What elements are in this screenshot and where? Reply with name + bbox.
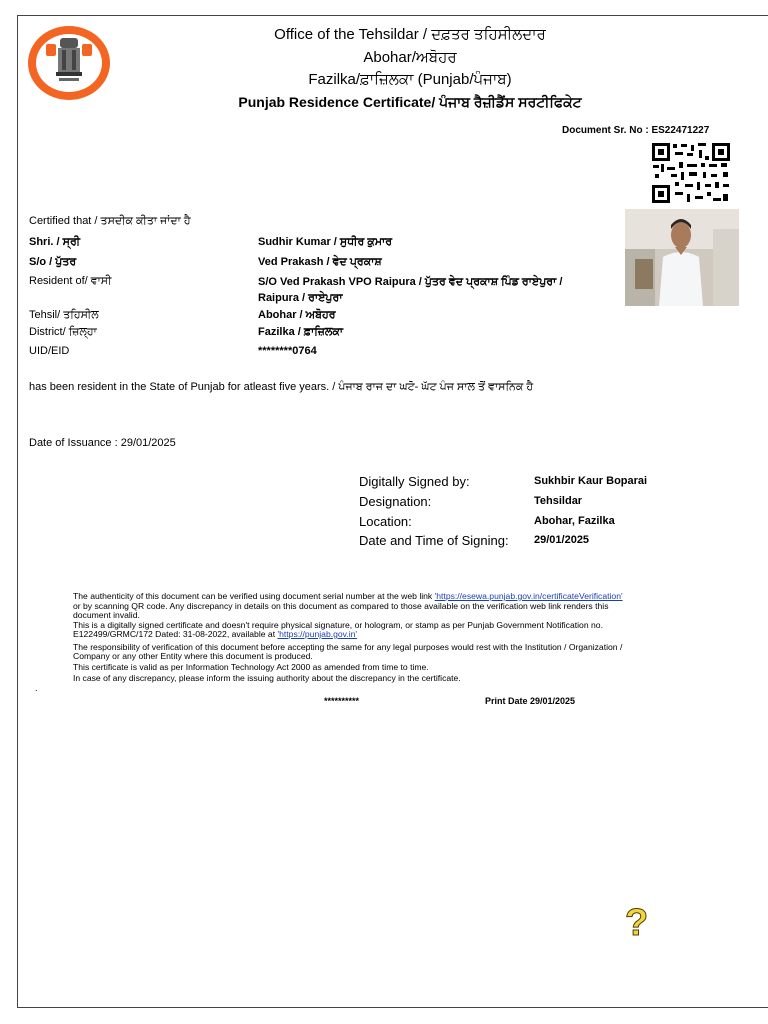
- location-label: Location:: [359, 514, 412, 529]
- office-place: Abohar/ਅਬੋਹਰ: [363, 49, 457, 66]
- note-line-7: Company or any other Entity where this document is produced.: [73, 651, 313, 661]
- signed-by-label: Digitally Signed by:: [359, 474, 470, 489]
- note-line-4: This is a digitally signed certificate and doesn't require physical signature, or hologram, or stamp as per Punjab Government Notification no.: [73, 620, 603, 630]
- shri-label: Shri. / ਸ੍ਰੀ: [29, 236, 81, 248]
- footer-stars: **********: [324, 696, 360, 706]
- son-of-value: Ved Prakash / ਵੇਦ ਪ੍ਰਕਾਸ਼: [258, 256, 382, 268]
- document-serial-number: Document Sr. No : ES22471227: [562, 125, 710, 136]
- shri-value: Sudhir Kumar / ਸੁਧੀਰ ਕੁਮਾਰ: [258, 236, 393, 248]
- signing-datetime-value: 29/01/2025: [534, 534, 590, 546]
- uid-value: ********0764: [258, 345, 317, 357]
- designation-label: Designation:: [359, 494, 432, 509]
- office-title: Office of the Tehsildar / ਦਫ਼ਤਰ ਤਹਿਸੀਲਦਾਰ: [274, 26, 546, 43]
- verification-link[interactable]: 'https://esewa.punjab.gov.in/certificateVerification': [434, 591, 623, 601]
- note-line-3: document invalid.: [73, 610, 140, 620]
- note-line-1: The authenticity of this document can be verified using document serial number at the web link 'https://esewa.punjab.gov.in/certificateVerification': [73, 591, 623, 601]
- district-value: Fazilka / ਫ਼ਾਜ਼ਿਲਕਾ: [258, 326, 344, 338]
- tehsil-value: Abohar / ਅਬੋਹਰ: [258, 309, 336, 321]
- designation-value: Tehsildar: [534, 495, 583, 507]
- note-line-8: This certificate is valid as per Information Technology Act 2000 as amended from time to time.: [73, 662, 429, 672]
- resident-of-value: S/O Ved Prakash VPO Raipura / ਪੁੱਤਰ ਵੇਦ ਪ੍ਰਕਾਸ਼ ਪਿੰਡ ਰਾਏਪੁਰਾ /: [258, 276, 563, 288]
- resident-of-label: Resident of/ ਵਾਸੀ: [29, 275, 112, 287]
- signed-by-value: Sukhbir Kaur Boparai: [534, 475, 648, 487]
- applicant-photo: [625, 209, 739, 306]
- resident-of-value-line2: Raipura / ਰਾਏਪੁਰਾ: [258, 292, 343, 304]
- signing-datetime-label: Date and Time of Signing:: [359, 533, 509, 548]
- note-line-5: E122499/GRMC/172 Dated: 31-08-2022, available at 'https://punjab.gov.in': [73, 629, 358, 639]
- certified-that-label: Certified that / ਤਸਦੀਕ ਕੀਤਾ ਜਾਂਦਾ ਹੈ: [29, 215, 191, 227]
- note-line-9: In case of any discrepancy, please inform the issuing authority about the discrepancy in the certificate.: [73, 673, 461, 683]
- location-value: Abohar, Fazilka: [534, 515, 615, 527]
- uid-label: UID/EID: [29, 345, 70, 357]
- footer-dot: .: [35, 683, 38, 693]
- qr-code-icon: [651, 142, 731, 204]
- office-district: Fazilka/ਫ਼ਾਜ਼ਿਲਕਾ (Punjab/ਪੰਜਾਬ): [308, 71, 512, 88]
- date-of-issuance: Date of Issuance : 29/01/2025: [29, 437, 176, 449]
- question-mark-icon[interactable]: ?: [625, 902, 649, 944]
- resident-statement: has been resident in the State of Punjab for atleast five years. / ਪੰਜਾਬ ਰਾਜ ਦਾ ਘਟੋ- ਘੱਟ ਪੰਜ ਸਾਲ ਤੋਂ ਵਾਸਨਿਕ ਹੈ: [29, 381, 534, 393]
- note-line-2: or by scanning QR code. Any discrepancy in details on this document as compared to those available on the verification web link renders this: [73, 601, 609, 611]
- punjab-government-emblem-icon: [26, 24, 112, 102]
- tehsil-label: Tehsil/ ਤਹਿਸੀਲ: [29, 309, 99, 321]
- district-label: District/ ਜ਼ਿਲ੍ਹਾ: [29, 326, 97, 338]
- print-date: Print Date 29/01/2025: [485, 696, 576, 706]
- certificate-title: Punjab Residence Certificate/ ਪੰਜਾਬ ਰੈਜ਼ੀਡੈਂਸ ਸਰਟੀਫਿਕੇਟ: [238, 94, 582, 110]
- note-line-6: The responsibility of verification of this document before accepting the same for any legal purposes would rest with the Institution / Organization /: [73, 642, 623, 652]
- son-of-label: S/o / ਪੁੱਤਰ: [29, 256, 77, 268]
- punjab-gov-link[interactable]: 'https://punjab.gov.in': [277, 629, 358, 639]
